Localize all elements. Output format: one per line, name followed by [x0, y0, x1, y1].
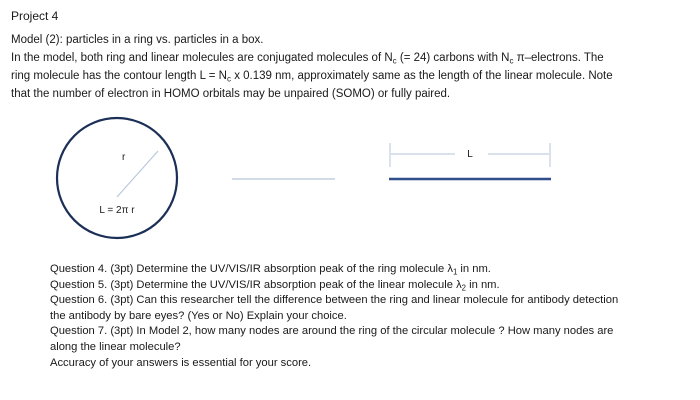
question-4 [50, 262, 698, 278]
question-6-line-1: Question 6. (3pt) Can this researcher tell the difference between the ring and linear molecule for antibody detection [50, 294, 619, 307]
lambda-1-subscript: 1 [452, 267, 458, 277]
subscript-c: c [392, 56, 397, 66]
subscript-c: c [226, 74, 231, 84]
question-7-line-1: Question 7. (3pt) In Model 2, how many nodes are around the ring of the circular molecule ? How many nodes are [50, 325, 614, 338]
intro-line-2-part-b: x 0.139 nm, approximately same as the length of the linear molecule. Note [231, 70, 613, 82]
circumference-label: L = 2π r [99, 205, 135, 216]
question-4-text: Question 4. (3pt) Determine the UV/VIS/IR absorption peak of the ring molecule λ [50, 263, 453, 275]
radius-label: r [122, 152, 126, 163]
question-4-tail: in nm. [457, 263, 491, 275]
question-7-line-2: along the linear molecule? [50, 340, 181, 353]
question-6-line-2: the antibody by bare eyes? (Yes or No) Explain your choice. [50, 309, 347, 322]
model-heading: Model (2): particles in a ring vs. particles in a box. [11, 34, 264, 46]
intro-line-1-part-c: π–electrons. The [513, 52, 604, 64]
ring-circle [57, 118, 177, 238]
intro-line-3: that the number of electron in HOMO orbitals may be unpaired (SOMO) or fully paired. [11, 88, 451, 100]
subscript-c: c [509, 56, 514, 66]
question-5 [50, 278, 698, 294]
length-label: L [467, 149, 473, 160]
intro-line-2-part-a: ring molecule has the contour length L = N [11, 70, 227, 82]
project-title: Project 4 [11, 9, 59, 23]
questions-block [50, 262, 698, 371]
lambda-2-subscript: 2 [461, 282, 467, 292]
question-5-tail: in nm. [466, 278, 500, 291]
intro-line-1-part-a: In the model, both ring and linear molecules are conjugated molecules of N [11, 52, 393, 64]
question-5-text: Question 5. (3pt) Determine the UV/VIS/IR absorption peak of the linear molecule λ [50, 278, 462, 291]
accuracy-note: Accuracy of your answers is essential for your score. [50, 356, 312, 369]
intro-line-1-part-b: (= 24) carbons with N [396, 52, 510, 64]
